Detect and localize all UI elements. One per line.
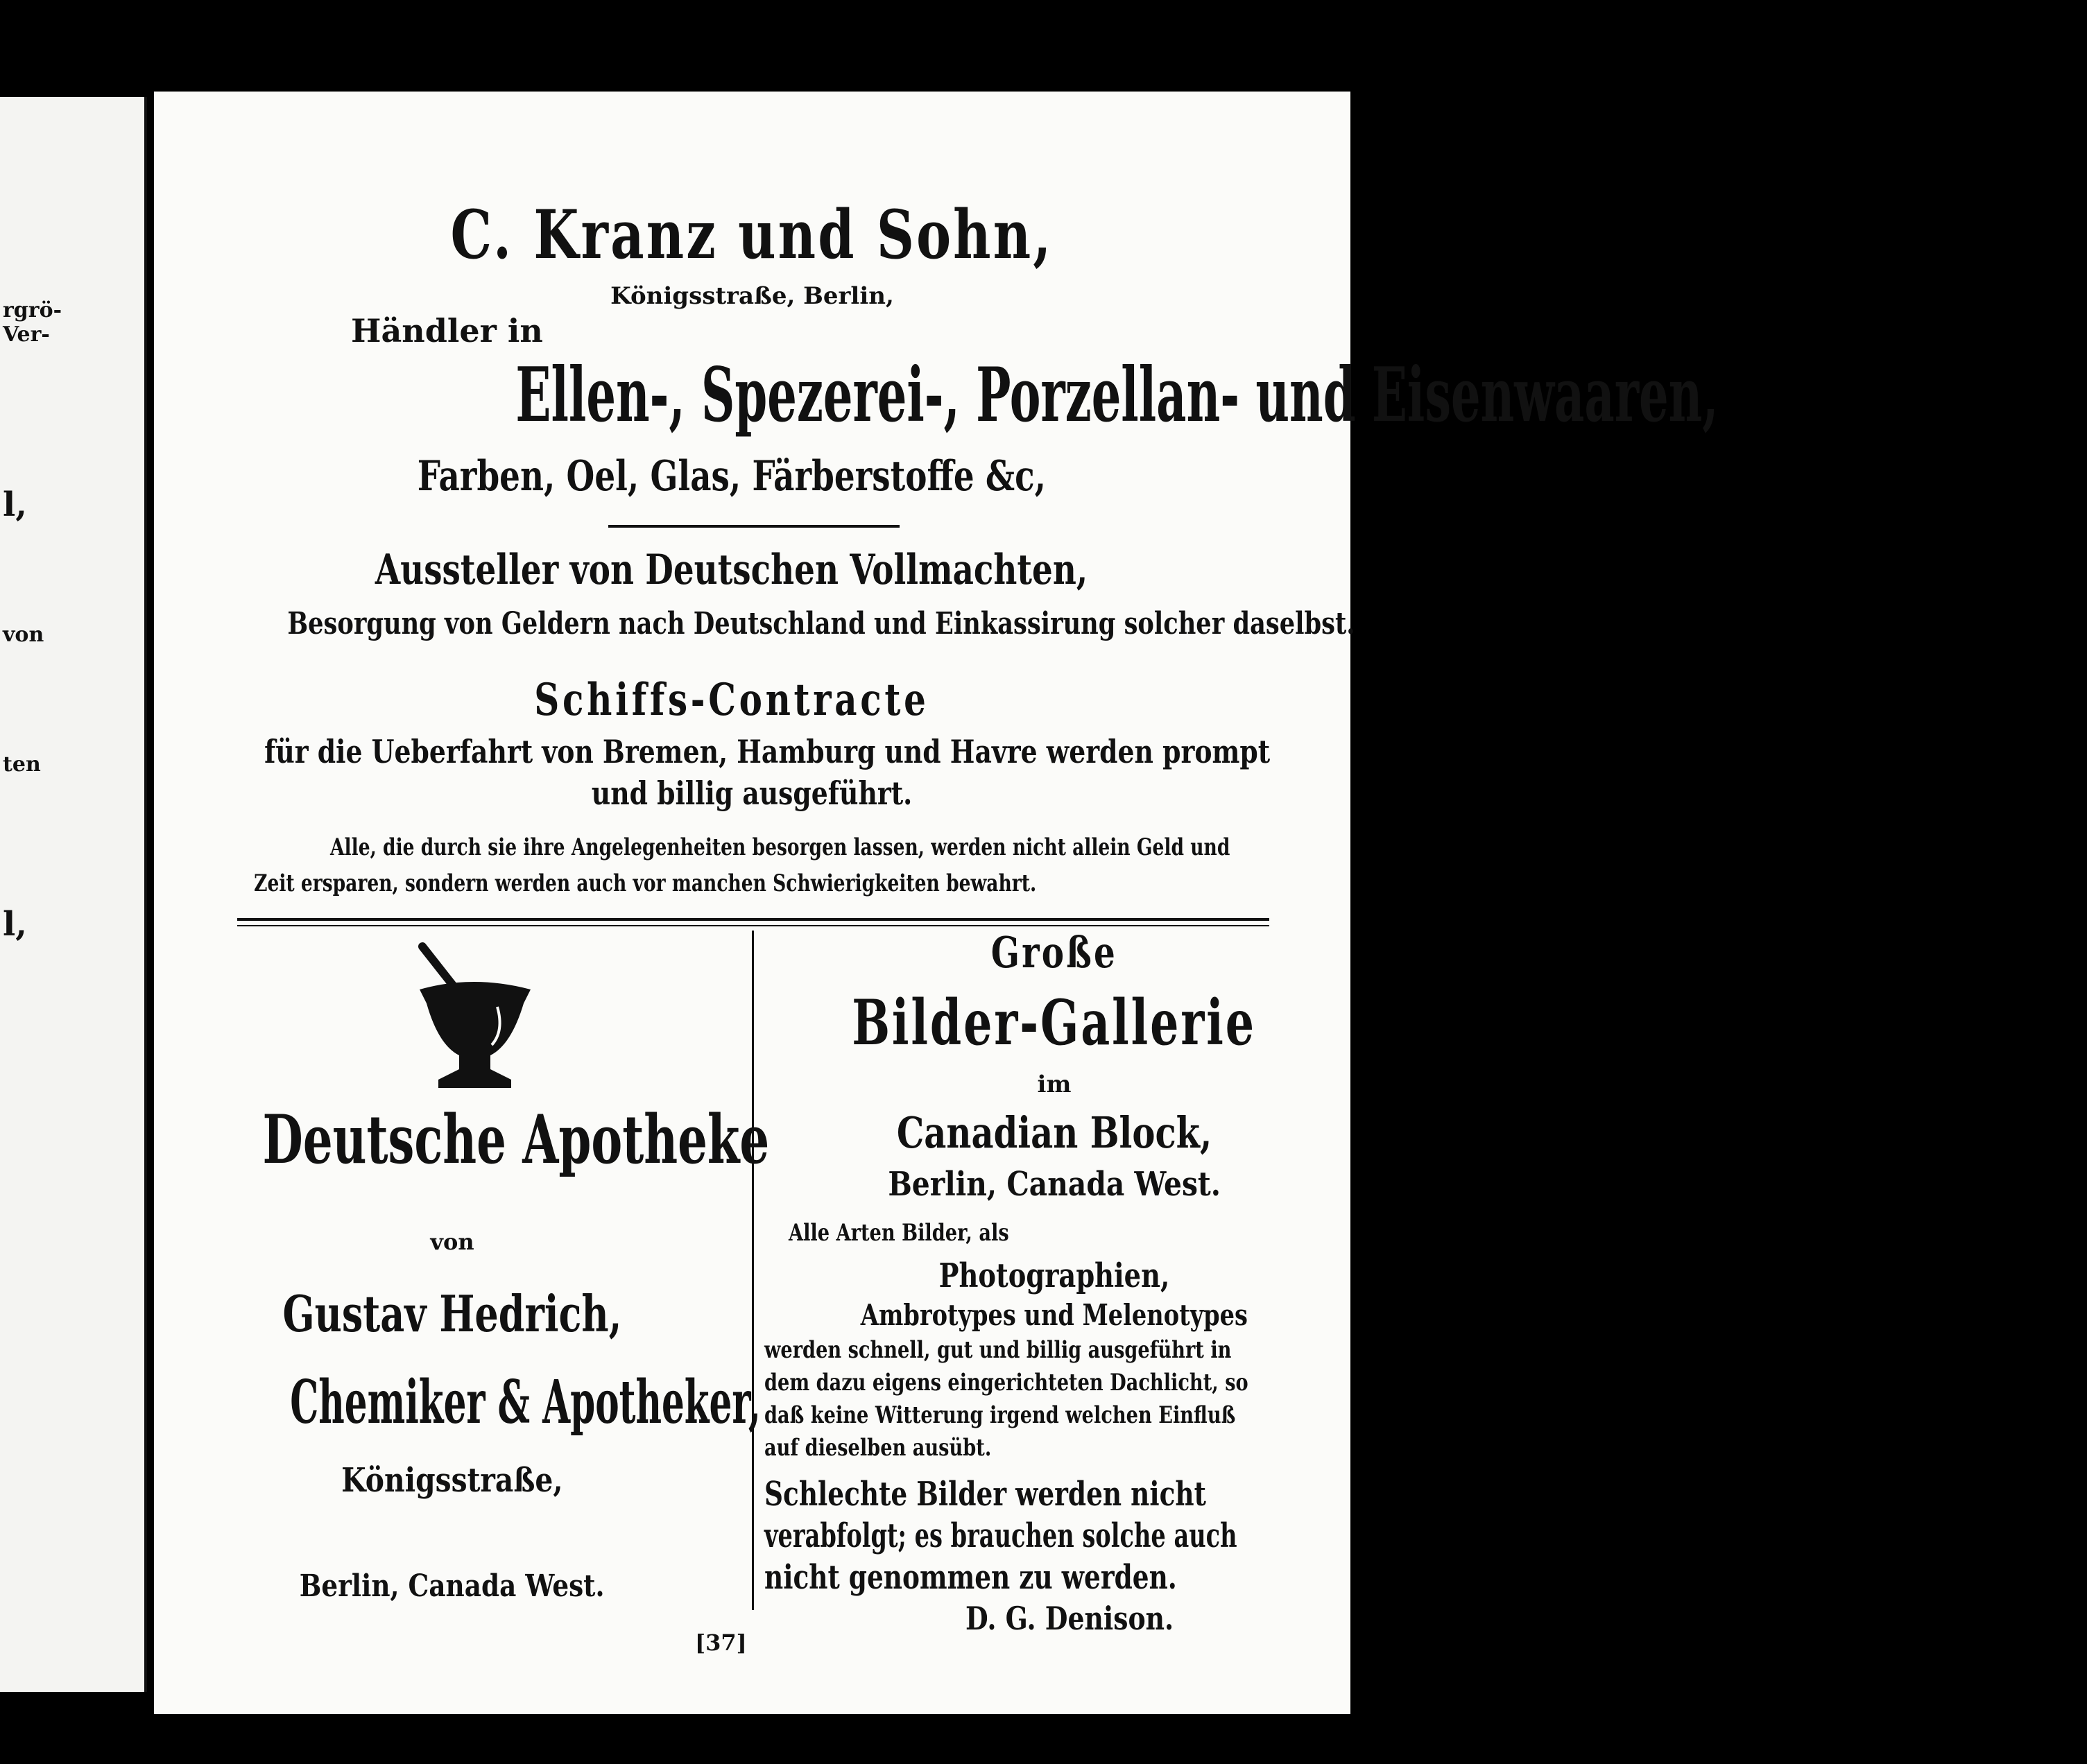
section-rule-top [237, 918, 1269, 921]
ship-contracts-heading: Schiffs-Contracte [533, 674, 929, 726]
gallery-im: im [1037, 1071, 1072, 1098]
apotheke-city: Berlin, Canada West. [300, 1568, 605, 1604]
firm-name: C. Kranz und Sohn, [451, 196, 1054, 274]
adjacent-page-strip [0, 97, 146, 1692]
gallery-kinds-intro: Alle Arten Bilder, als [789, 1219, 1009, 1247]
ship-line-2: und billig ausgeführt. [592, 775, 913, 812]
apotheke-title: Deutsche Apotheke [262, 1100, 770, 1179]
gallery-signature: D. G. Denison. [965, 1600, 1174, 1637]
margin-fragment: ten [3, 752, 41, 777]
gallery-bad-2: verabfolgt; es brauchen solche auch [764, 1516, 1237, 1555]
apotheke-street: Königsstraße, [341, 1461, 563, 1500]
firm-address: Königsstraße, Berlin, [610, 282, 894, 310]
gallery-city: Berlin, Canada West. [888, 1165, 1221, 1204]
gallery-photographs: Photographien, [938, 1256, 1170, 1295]
issuer-line: Aussteller von Deutschen Vollmachten, [375, 546, 1088, 594]
gallery-body-4: auf dieselben ausübt. [764, 1434, 992, 1462]
gallery-grosse: Große [990, 927, 1118, 978]
note-line-1: Alle, die durch sie ihre Angelegenheiten besorgen lassen, werden nicht allein Geld und [329, 833, 1230, 861]
gallery-types: Ambrotypes und Melenotypes [860, 1298, 1248, 1332]
goods-line-2: Farben, Oel, Glas, Färberstoffe &c, [417, 452, 1046, 501]
goods-line: Ellen-, Spezerei-, Porzellan- und Eisenwaaren, [515, 352, 1719, 439]
margin-fragment: Ver- [3, 322, 50, 347]
note-line-2: Zeit ersparen, sondern werden auch vor manchen Schwierigkeiten bewahrt. [254, 870, 1037, 897]
gallery-bad-1: Schlechte Bilder werden nicht [764, 1475, 1206, 1514]
gallery-title: Bilder-Gallerie [852, 986, 1257, 1060]
margin-fragment: l, [3, 905, 27, 944]
gallery-bad-3: nicht genommen zu werden. [764, 1558, 1177, 1597]
ship-line-1: für die Ueberfahrt von Bremen, Hamburg und Havre werden prompt [264, 733, 1271, 770]
apotheke-owner-name: Gustav Hedrich, [282, 1284, 622, 1343]
apotheke-von: von [430, 1229, 474, 1255]
short-rule [608, 525, 900, 528]
margin-fragment: rgrö- [3, 298, 62, 322]
section-rule-bottom [237, 925, 1269, 926]
gallery-body-1: werden schnell, gut und billig ausgeführt in [764, 1336, 1232, 1364]
apotheke-profession: Chemiker & Apotheker, [290, 1367, 761, 1437]
gallery-body-2: dem dazu eigens eingerichteten Dachlicht, so [764, 1369, 1248, 1396]
margin-fragment: von [3, 623, 44, 647]
gallery-block: Canadian Block, [896, 1107, 1212, 1158]
page-number: [37] [695, 1629, 747, 1656]
advertisement-page [154, 92, 1719, 1714]
mortar-and-pestle-icon [407, 941, 539, 1093]
column-divider [752, 931, 754, 1610]
gallery-body-3: daß keine Witterung irgend welchen Einfluß [764, 1401, 1236, 1429]
margin-fragment: l, [3, 485, 27, 524]
money-transfer-line: Besorgung von Geldern nach Deutschland und Einkassirung solcher daselbst. [287, 606, 1355, 641]
dealer-in-label: Händler in [351, 312, 543, 349]
